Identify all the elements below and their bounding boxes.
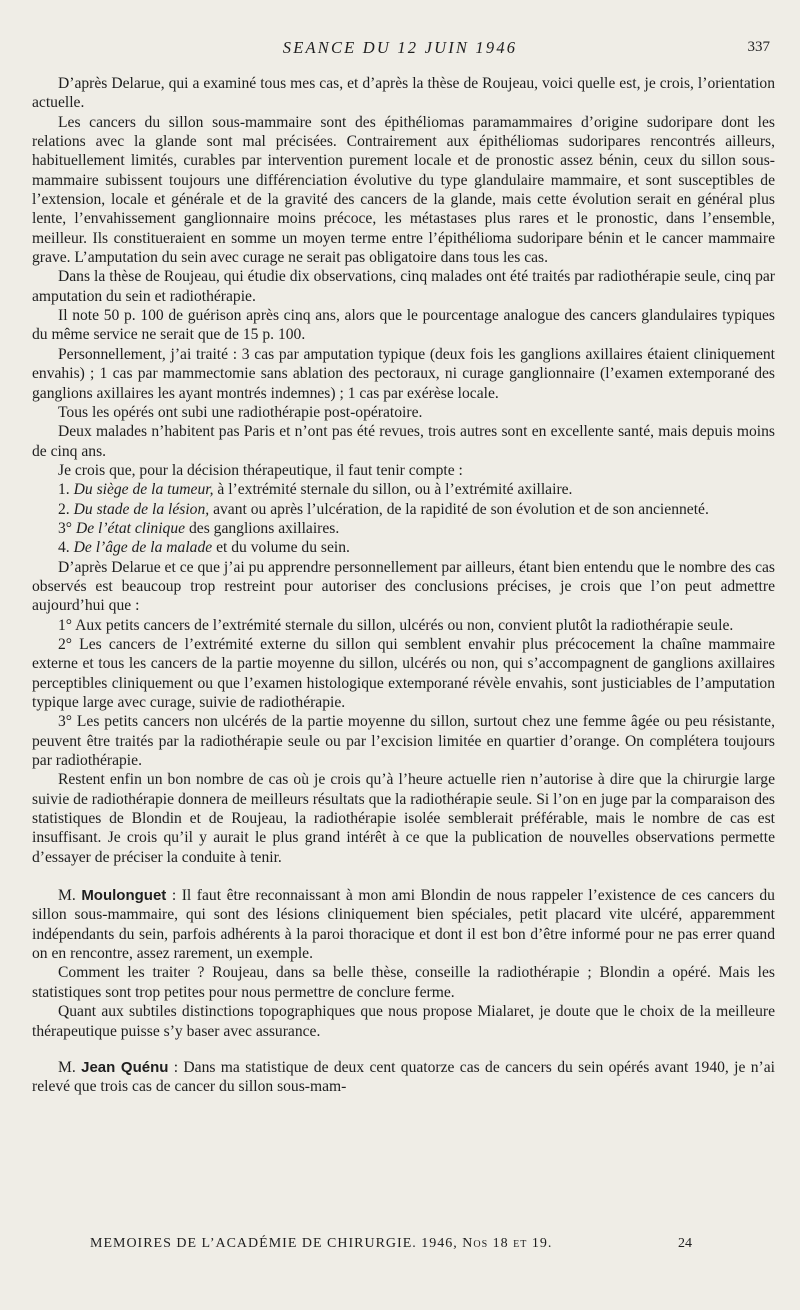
speaker-name: Moulonguet bbox=[81, 887, 167, 905]
speaker-name: Jean Quénu bbox=[81, 1058, 169, 1076]
signature-mark: 24 bbox=[678, 1236, 692, 1251]
speaker-moulonguet: M. Moulonguet : Il faut être reconnaissant à mon ami Blondin de nous rappeler l’existence de ces cancers du sillon sous-mammaire, qui sont des lésions cliniquement bien spéciales, petit placard vite ulcéré, apparemment indépendants du sein, parfois adhérents à la paroi thoracique et dont il est bon d’être informé pour ne pas errer quand on en rencontre, assez rarement, un exemple. bbox=[32, 887, 775, 963]
paragraph: Je crois que, pour la décision thérapeutique, il faut tenir compte : bbox=[58, 461, 463, 479]
paragraph: Deux malades n’habitent pas Paris et n’ont pas été revues, trois autres sont en excellente santé, mais depuis moins de cinq ans. bbox=[32, 423, 775, 460]
paragraph: D’après Delarue et ce que j’ai pu apprendre personnellement par ailleurs, étant bien entendu que le nombre des cas observés est beaucoup trop restreint pour autoriser des conclusions précises, je crois que l’on peut admettre aujourd’hui que : bbox=[32, 558, 775, 615]
paragraph: Dans la thèse de Roujeau, qui étudie dix observations, cinq malades ont été traités par radiothérapie seule, cinq par amputation du sein et radiothérapie. bbox=[32, 268, 775, 305]
criterion-item: 3° De l’état clinique des ganglions axillaires. bbox=[58, 519, 340, 537]
paragraph: Restent enfin un bon nombre de cas où je crois qu’à l’heure actuelle rien n’autorise à dire que la chirurgie large suivie de radiothérapie donnera de meilleurs résultats que la radiothérapie seule. Si l’on en juge par la comparaison des statistiques de Blondin et de Roujeau, la radiothérapie isolée semblerait préférable, mais le nombre de cas est insuffisant. Je crois qu’il y aurait le plus grand intérêt à ce que la publication de nouvelles observations permette d’essayer de préciser la conduite à tenir. bbox=[32, 771, 775, 866]
paragraph: Quant aux subtiles distinctions topographiques que nous propose Mialaret, je doute que le choix de la meilleure thérapeutique puisse s’y baser avec assurance. bbox=[32, 1003, 775, 1040]
speaker-quenu: M. Jean Quénu : Dans ma statistique de deux cent quatorze cas de cancers du sein opérés avant 1940, je n’ai relevé que trois cas de cancer du sillon sous-mam- bbox=[32, 1058, 775, 1096]
paragraph: Tous les opérés ont subi une radiothérapie post-opératoire. bbox=[58, 403, 423, 421]
running-header bbox=[0, 38, 800, 62]
article-body bbox=[32, 74, 775, 1097]
paragraph: Personnellement, j’ai traité : 3 cas par amputation typique (deux fois les ganglions axillaires étaient cliniquement envahis) ; 1 cas par mammectomie sans ablation des pectoraux, ni curage ganglionnaire (l’examen extemporané des ganglions axillaires les ayant montrés indemnes) ; 1 cas par exérèse locale. bbox=[32, 345, 775, 402]
paragraph: Les cancers du sillon sous-mammaire sont des épithéliomas paramammaires d’origine sudoripare dont les relations avec la glande sont mal précisées. Contrairement aux épithéliomas sudoripares rencontrés ailleurs, habituellement limités, curables par intervention purement locale et de pronostic assez bénin, ceux du sillon sous-mammaire subissent toujours une différenciation évolutive du type glandulaire mammaire, et sont susceptibles de l’extension, locale et générale et de la gravité des cancers de la glande, mais cette évolution serait en général plus lente, l’envahissement ganglionnaire moins précoce, les métastases plus rares et le pronostic, dans l’ensemble, meilleur. Ils constitueraient en somme un moyen terme entre l’épithélioma sudoripare bénin et le cancer mammaire grave. L’amputation du sein avec curage ne serait pas obligatoire dans tous les cas. bbox=[32, 113, 775, 267]
paragraph: 3° Les petits cancers non ulcérés de la partie moyenne du sillon, surtout chez une femme âgée ou peu résistante, peuvent être traités par la radiothérapie seule ou par l’excision limitée en quartier d’orange. On complétera toujours par radiothérapie. bbox=[32, 713, 775, 770]
criterion-item: 4. De l’âge de la malade et du volume du sein. bbox=[58, 539, 350, 557]
page-footer bbox=[90, 1236, 692, 1256]
page-number: 337 bbox=[747, 39, 770, 55]
criterion-item: 1. Du siège de la tumeur, à l’extrémité sternale du sillon, ou à l’extrémité axillaire. bbox=[58, 481, 573, 499]
paragraph: 1° Aux petits cancers de l’extrémité sternale du sillon, ulcérés ou non, convient plutôt la radiothérapie seule. bbox=[58, 616, 734, 634]
paragraph: 2° Les cancers de l’extrémité externe du sillon qui semblent envahir plus précocement la chaîne mammaire externe et tous les cancers de la partie moyenne du sillon, ulcérés ou non, qui s’accompagnent de ganglions axillaires perceptibles cliniquement ou que l’examen histologique extemporané révèle envahis, sont justiciables de l’amputation typique large avec curage, suivie de radiothérapie. bbox=[32, 635, 775, 711]
paragraph: Comment les traiter ? Roujeau, dans sa belle thèse, conseille la radiothérapie ; Blondin a opéré. Mais les statistiques sont trop petites pour nous permettre de conclure ferme. bbox=[32, 964, 775, 1001]
paragraph: D’après Delarue, qui a examiné tous mes cas, et d’après la thèse de Roujeau, voici quelle est, je crois, l’orientation actuelle. bbox=[32, 75, 775, 112]
header-title: SEANCE DU 12 JUIN 1946 bbox=[282, 38, 518, 57]
journal-citation: MEMOIRES DE L’ACADÉMIE DE CHIRURGIE. 1946, Nos 18 et 19. bbox=[90, 1236, 553, 1251]
paragraph: Il note 50 p. 100 de guérison après cinq ans, alors que le pourcentage analogue des cancers glandulaires typiques du même service ne serait que de 15 p. 100. bbox=[32, 307, 775, 344]
criterion-item: 2. Du stade de la lésion, avant ou après l’ulcération, de la rapidité de son évolution et de son ancienneté. bbox=[58, 500, 709, 518]
